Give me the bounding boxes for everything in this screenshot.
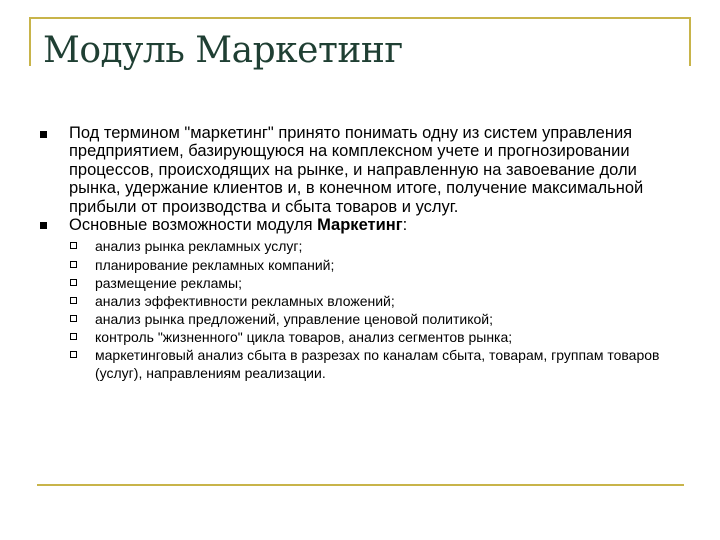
hollow-square-bullet-icon [70, 333, 77, 340]
sub-bullet-item [67, 256, 674, 274]
sub-bullet-item [67, 328, 674, 346]
bullet-list [40, 124, 680, 382]
sub-bullet-text: планирование рекламных компаний; [95, 256, 335, 273]
sub-bullet-item [67, 346, 674, 382]
hollow-square-bullet-icon [70, 279, 77, 286]
module-name-emphasis: Маркетинг [317, 216, 403, 235]
square-bullet-icon [40, 131, 47, 138]
frame-top-rule [29, 17, 691, 19]
bullet-text-capabilities-prefix: Основные возможности модуля [69, 216, 318, 235]
sub-bullet-item [67, 292, 674, 310]
sub-bullet-text: размещение рекламы; [95, 274, 243, 291]
hollow-square-bullet-icon [70, 315, 77, 322]
bullet-item-definition [40, 124, 680, 216]
hollow-square-bullet-icon [70, 261, 77, 268]
sub-bullet-text: маркетинговый анализ сбыта в разрезах по каналам сбыта, товарам, группам товаров (услуг), направлениям реализации. [95, 347, 660, 382]
hollow-square-bullet-icon [70, 351, 77, 358]
sub-bullet-item [67, 274, 674, 292]
sub-bullet-text: анализ рынка предложений, управление ценовой политикой; [95, 310, 494, 327]
slide-title: Модуль Маркетинг [43, 30, 403, 71]
sub-bullet-text: анализ эффективности рекламных вложений; [95, 292, 395, 309]
hollow-square-bullet-icon [70, 242, 77, 249]
bullet-text-definition: Под термином "маркетинг" принято понимать одну из систем управления предприятием, базирующуюся на комплексном учете и прогнозировании процессов, происходящих на рынке, и направленную на завоевание доли рынка, удержание клиентов и, в конечном итоге, получение максимальной прибыли от производства и сбыта товаров и услуг. [69, 124, 644, 216]
sub-bullet-text: контроль "жизненного" цикла товаров, анализ сегментов рынка; [95, 328, 513, 345]
hollow-square-bullet-icon [70, 297, 77, 304]
bullet-item-capabilities [40, 216, 680, 234]
square-bullet-icon [40, 222, 47, 229]
sub-bullet-item [67, 310, 674, 328]
sub-bullet-text: анализ рынка рекламных услуг; [95, 238, 303, 255]
sub-bullet-item [67, 237, 674, 255]
frame-left-rule [29, 17, 31, 66]
frame-right-rule [689, 17, 691, 66]
frame-bottom-rule [37, 484, 684, 486]
bullet-text-capabilities-suffix: : [402, 216, 408, 235]
capabilities-sublist [67, 237, 674, 382]
